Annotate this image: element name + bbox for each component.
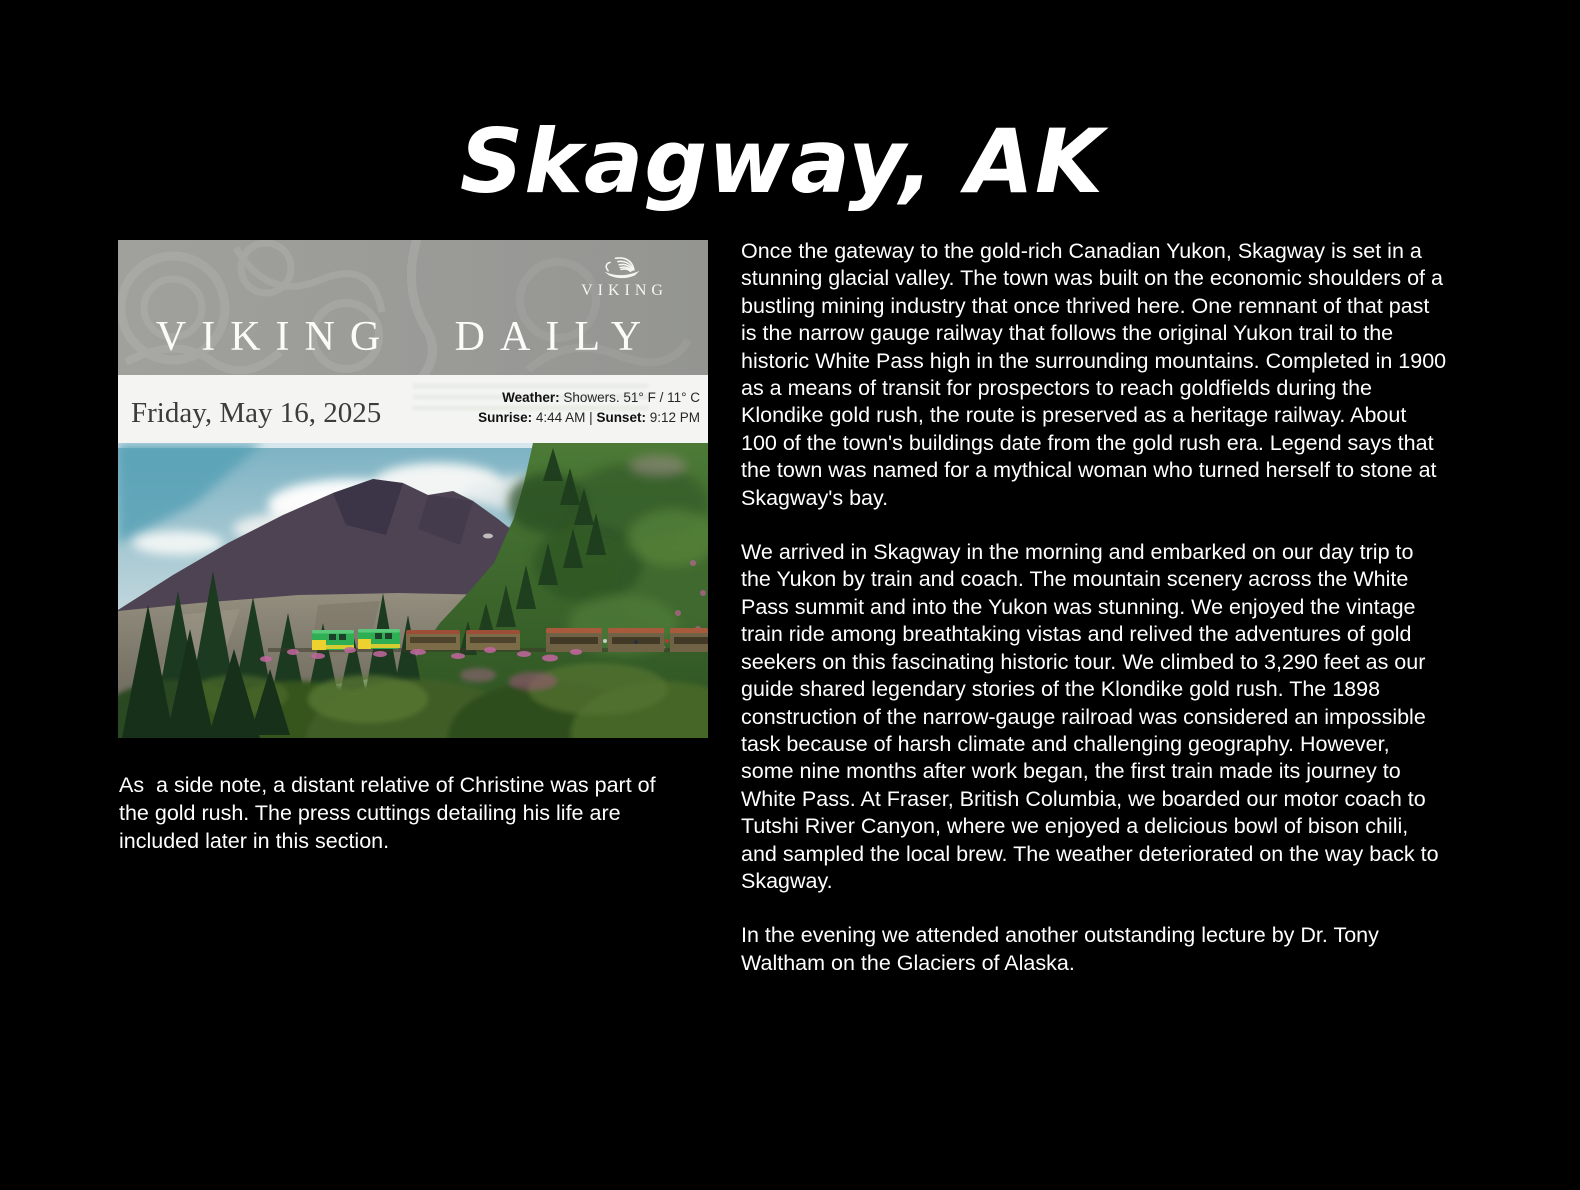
- newsletter-masthead-band: [118, 240, 708, 375]
- separator: |: [589, 410, 593, 426]
- sunrise-value: 4:44 AM: [535, 410, 586, 426]
- viking-daily-clipping: [118, 240, 708, 738]
- viking-brand: [572, 256, 672, 300]
- journal-text: [741, 238, 1448, 1004]
- article-paragraph-3: In the evening we attended another outstanding lecture by Dr. Tony Waltham on the Glaciers of Alaska.: [741, 923, 1379, 975]
- train-photo: [118, 443, 708, 738]
- train: [312, 628, 708, 652]
- page-title: Skagway, AK: [459, 110, 1105, 213]
- article-paragraph-1: Once the gateway to the gold-rich Canadian Yukon, Skagway is set in a stunning glacial valley. The town was built on the economic shoulders of a bustling mining industry that once thrived here. One remnant of that past is the narrow gauge railway that follows the original Yukon trail to the historic White Pass high in the surrounding mountains. Completed in 1900 as a means of transit for prospectors to reach goldfields during the Klondike gold rush, the route is preserved as a heritage railway. About 100 of the town's buildings date from the gold rush era. Legend says that the town was named for a mythical woman who turned herself to stone at Skagway's bay.: [741, 239, 1447, 510]
- sunrise-label: Sunrise:: [478, 410, 533, 426]
- issue-date: Friday, May 16, 2025: [131, 397, 382, 429]
- weather-label: Weather:: [502, 390, 560, 405]
- sunset-value: 9:12 PM: [649, 410, 700, 426]
- masthead-title: VIKING DAILY: [155, 314, 657, 360]
- article-paragraph-2: We arrived in Skagway in the morning and embarked on our day trip to the Yukon by train and coach. The mountain scenery across the White Pass summit and into the Yukon was stunning. We enjoyed the vintage train ride among breathtaking vistas and relived the adventures of gold seekers on this fascinating historic tour. We climbed to 3,290 feet as our guide shared legendary stories of the Klondike gold rush. The 1898 construction of the narrow-gauge railroad was considered an impossible task because of harsh climate and challenging geography. However, some nine months after work began, the first train made its journey to White Pass. At Fraser, British Columbia, we boarded our motor coach to Tutshi River Canyon, where we enjoyed a delicious bowl of bison chili, and sampled the local brew. The weather deteriorated on the way back to Skagway.: [741, 540, 1439, 893]
- newsletter-dateline: [118, 375, 708, 443]
- weather-info: [478, 388, 700, 429]
- viking-brand-label: VIKING: [581, 282, 668, 299]
- weather-line: [478, 388, 700, 408]
- viking-ship-logo-icon: [601, 256, 643, 280]
- weather-value: Showers. 51° F / 11° C: [563, 390, 700, 405]
- side-note-caption: As a side note, a distant relative of Christine was part of the gold rush. The press cuttings detailing his life are included later in this section.: [119, 773, 662, 853]
- sun-line: [478, 408, 700, 428]
- sunset-label: Sunset:: [596, 410, 646, 426]
